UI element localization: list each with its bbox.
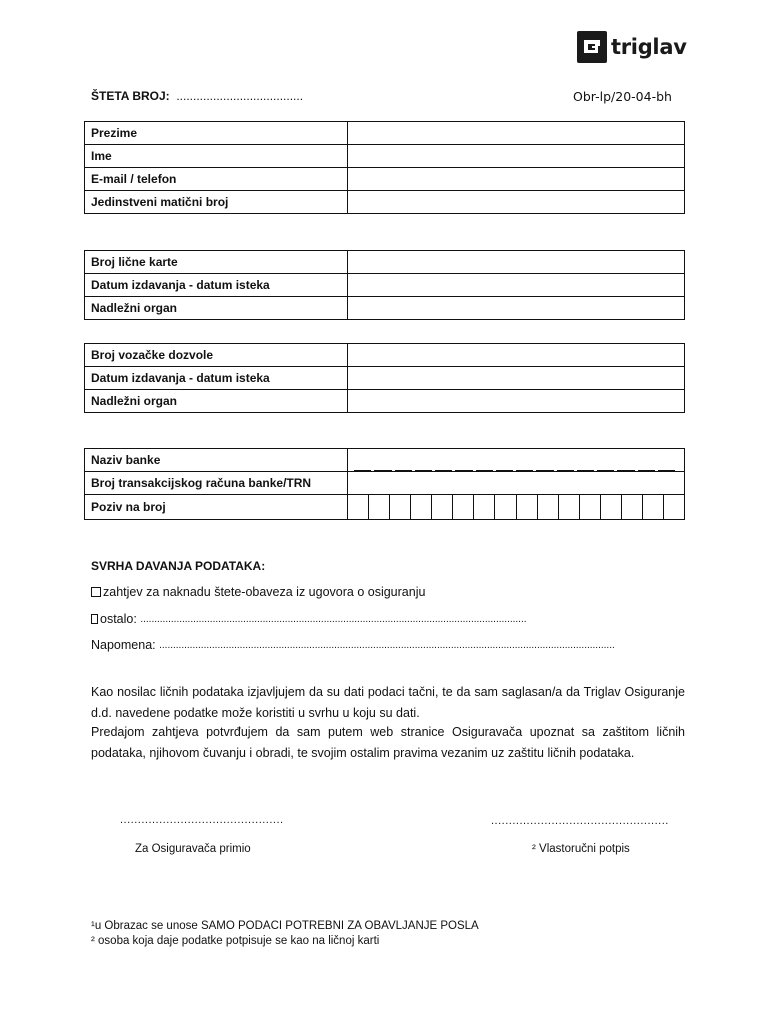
table-row bbox=[85, 367, 685, 390]
license-authority-field[interactable] bbox=[348, 390, 685, 413]
table-row bbox=[85, 344, 685, 367]
id-number-field[interactable] bbox=[348, 251, 685, 274]
claim-number-field[interactable]: ...................................... bbox=[176, 89, 304, 103]
form-code: Obr-lp/20-04-bh bbox=[573, 89, 672, 104]
row-label: Prezime bbox=[85, 122, 348, 145]
table-row bbox=[85, 122, 685, 145]
digit-cells bbox=[348, 495, 684, 519]
insurer-signature-label: Za Osiguravača primio bbox=[135, 843, 251, 855]
table-row bbox=[85, 145, 685, 168]
claim-option-label: zahtjev za naknadu štete-obaveza iz ugovora o osiguranju bbox=[103, 585, 426, 599]
email-phone-field[interactable] bbox=[348, 168, 685, 191]
row-label: Nadležni organ bbox=[85, 297, 348, 320]
segmented-line bbox=[354, 449, 678, 472]
license-dates-field[interactable] bbox=[348, 367, 685, 390]
claim-number bbox=[91, 89, 303, 103]
declaration-paragraph-2: Predajom zahtjeva potvrđujem da sam putem web stranice Osiguravača upoznat sa zaštitom ličnih podataka, njihovom čuvanju i obradi, te svojim ostalim pravima vezanim uz zaštitu ličnih podataka. bbox=[91, 725, 685, 760]
purpose-title: SVRHA DAVANJA PODATAKA: bbox=[91, 559, 266, 573]
logo-text: triglav bbox=[611, 34, 687, 59]
account-number-field[interactable] bbox=[348, 472, 685, 495]
footnote-1: ¹u Obrazac se unose SAMO PODACI POTREBNI ZA OBAVLJANJE POSLA bbox=[91, 920, 479, 932]
driving-license-table bbox=[84, 343, 685, 413]
row-label: E-mail / telefon bbox=[85, 168, 348, 191]
row-label: Broj lične karte bbox=[85, 251, 348, 274]
claim-number-label: ŠTETA BROJ: bbox=[91, 89, 170, 103]
note-label: Napomena: bbox=[91, 638, 156, 652]
row-label: Nadležni organ bbox=[85, 390, 348, 413]
reference-number-field[interactable] bbox=[348, 495, 685, 520]
row-label: Naziv banke bbox=[85, 449, 348, 472]
surname-field[interactable] bbox=[348, 122, 685, 145]
note-line bbox=[91, 638, 615, 652]
declaration-paragraph-1: Kao nosilac ličnih podataka izjavljujem da su dati podaci tačni, te da sam saglasan/a da Triglav Osiguranje d.d. navedene podatke može koristiti u svrhu u koju su dati. bbox=[91, 685, 685, 720]
row-label: Datum izdavanja - datum isteka bbox=[85, 367, 348, 390]
other-checkbox[interactable] bbox=[91, 614, 98, 624]
own-signature-label: ² Vlastoručni potpis bbox=[532, 843, 630, 855]
jmbg-field[interactable] bbox=[348, 191, 685, 214]
row-label: Broj transakcijskog računa banke/TRN bbox=[85, 472, 348, 495]
table-row bbox=[85, 274, 685, 297]
table-row bbox=[85, 449, 685, 472]
table-row bbox=[85, 297, 685, 320]
row-label: Datum izdavanja - datum isteka bbox=[85, 274, 348, 297]
triglav-logo bbox=[577, 30, 687, 63]
table-row bbox=[85, 251, 685, 274]
row-label: Poziv na broj bbox=[85, 495, 348, 520]
table-row bbox=[85, 472, 685, 495]
table-row bbox=[85, 168, 685, 191]
table-row bbox=[85, 191, 685, 214]
bank-name-field[interactable] bbox=[348, 449, 685, 472]
note-field[interactable]: .................................................................................................................................................................... bbox=[159, 639, 615, 651]
purpose-option-other bbox=[91, 612, 527, 626]
triglav-logo-icon bbox=[577, 31, 607, 63]
claim-checkbox[interactable] bbox=[91, 587, 101, 597]
own-signature-line[interactable]: .................................................. bbox=[491, 815, 669, 827]
row-label: Ime bbox=[85, 145, 348, 168]
purpose-option-claim bbox=[91, 585, 425, 599]
table-row bbox=[85, 495, 685, 520]
table-row bbox=[85, 390, 685, 413]
id-dates-field[interactable] bbox=[348, 274, 685, 297]
license-number-field[interactable] bbox=[348, 344, 685, 367]
name-field[interactable] bbox=[348, 145, 685, 168]
row-label: Broj vozačke dozvole bbox=[85, 344, 348, 367]
row-label: Jedinstveni matični broj bbox=[85, 191, 348, 214]
footnote-2: ² osoba koja daje podatke potpisuje se kao na ličnoj karti bbox=[91, 935, 380, 947]
id-authority-field[interactable] bbox=[348, 297, 685, 320]
other-option-field[interactable]: ........................................................................................................................................... bbox=[140, 613, 527, 625]
bank-table bbox=[84, 448, 685, 520]
id-card-table bbox=[84, 250, 685, 320]
personal-data-table bbox=[84, 121, 685, 214]
insurer-signature-line[interactable]: .............................................. bbox=[120, 814, 284, 826]
other-option-label: ostalo: bbox=[100, 612, 137, 626]
